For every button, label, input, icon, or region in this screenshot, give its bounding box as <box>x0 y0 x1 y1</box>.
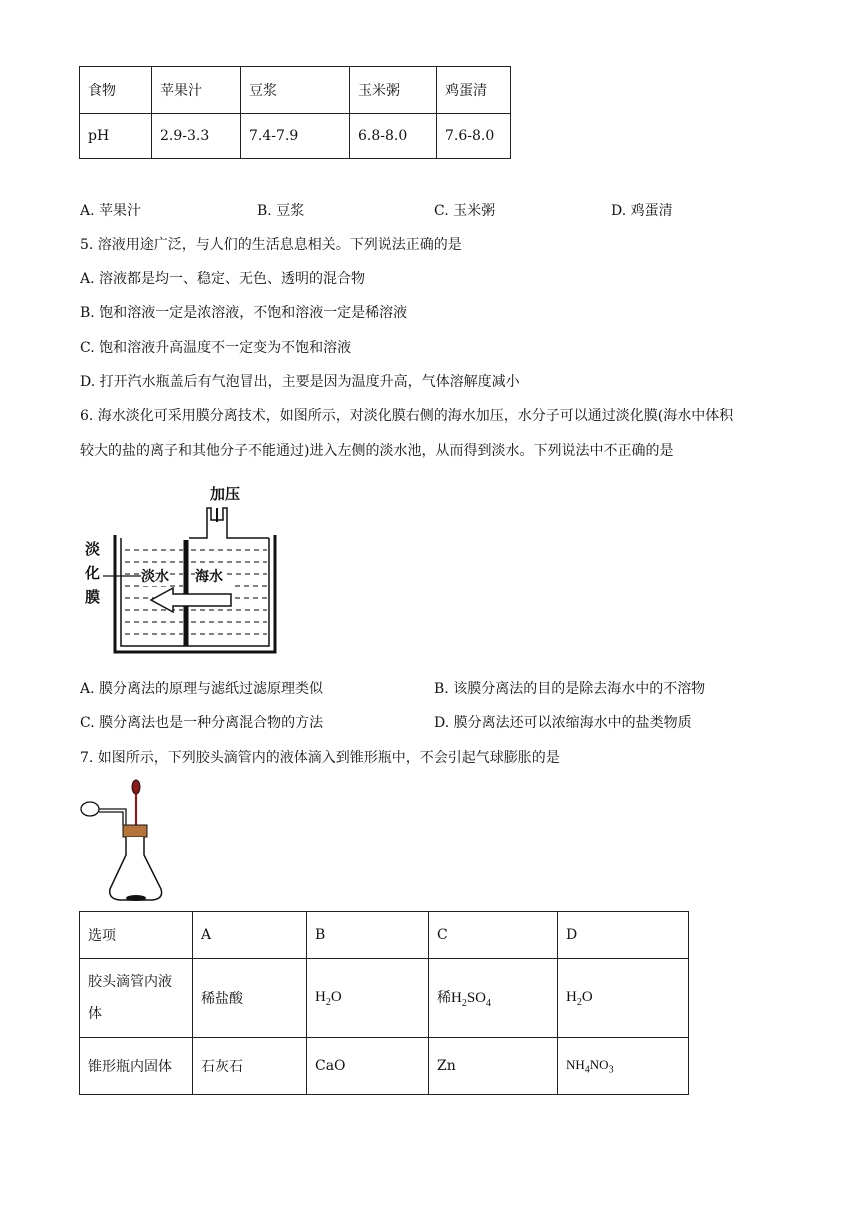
q6-option-d: D. 膜分离法还可以浓缩海水中的盐类物质 <box>434 715 692 731</box>
table-cell: CaO <box>307 1038 429 1095</box>
q4-option-c: C. 玉米粥 <box>434 203 496 219</box>
membrane-label-1: 淡 <box>85 540 101 558</box>
formula-h2o: $H_2O$ <box>315 988 342 1008</box>
table-cell: 6.8-8.0 <box>350 114 437 159</box>
q7-table <box>79 911 689 1095</box>
table-cell: 7.6-8.0 <box>437 114 511 159</box>
q7-table-row-liquid <box>80 959 689 1038</box>
q6-stem-line2: 较大的盐的离子和其他分子不能通过)进入左侧的淡水池，从而得到淡水。下列说法中不正确的是 <box>80 443 674 459</box>
flask-diagram <box>80 777 170 905</box>
table-cell: 锥形瓶内固体 <box>80 1038 193 1095</box>
table-cell: 选项 <box>80 912 193 959</box>
ph-table <box>79 66 511 159</box>
q7-stem: 7. 如图所示，下列胶头滴管内的液体滴入到锥形瓶中，不会引起气球膨胀的是 <box>80 750 560 766</box>
table-cell: 苹果汁 <box>152 67 241 114</box>
q5-option-b: B. 饱和溶液一定是浓溶液，不饱和溶液一定是稀溶液 <box>80 305 408 321</box>
ph-table-header-row <box>80 67 511 114</box>
q6-option-a: A. 膜分离法的原理与滤纸过滤原理类似 <box>80 681 324 697</box>
formula-h2so4: $H_2SO_4$ <box>451 990 492 1009</box>
q4-option-b: B. 豆浆 <box>257 203 305 219</box>
q4-option-a: A. 苹果汁 <box>80 203 142 219</box>
table-cell: 鸡蛋清 <box>437 67 511 114</box>
q6-option-b: B. 该膜分离法的目的是除去海水中的不溶物 <box>434 681 706 697</box>
flask-icon <box>110 837 162 900</box>
fresh-water-label: 淡水 <box>141 566 169 586</box>
q5-stem: 5. 溶液用途广泛，与人们的生活息息相关。下列说法正确的是 <box>80 237 462 253</box>
q7-table-row-solid <box>80 1038 689 1095</box>
q6-option-c: C. 膜分离法也是一种分离混合物的方法 <box>80 715 324 731</box>
table-cell: 稀$H_2SO_4$ <box>429 959 558 1038</box>
q4-option-d: D. 鸡蛋清 <box>611 203 673 219</box>
desalination-diagram <box>85 480 285 660</box>
table-cell: pH <box>80 114 152 159</box>
desalination-figure <box>85 480 285 660</box>
table-cell <box>307 959 429 1038</box>
table-cell: 玉米粥 <box>350 67 437 114</box>
row-label-line1: 胶头滴管内液 <box>88 974 172 990</box>
table-cell: D <box>558 912 689 959</box>
membrane-label-3: 膜 <box>85 588 101 606</box>
formula-h2o: $H_2O$ <box>566 988 593 1008</box>
table-cell: 食物 <box>80 67 152 114</box>
stopper-icon <box>123 825 147 837</box>
ph-table-value-row <box>80 114 511 159</box>
table-cell <box>80 959 193 1038</box>
membrane-label-2: 化 <box>85 564 101 582</box>
table-cell: 石灰石 <box>193 1038 307 1095</box>
formula-nh4no3: $NH_4NO_3$ <box>566 1056 614 1076</box>
pressure-label: 加压 <box>210 485 241 503</box>
dropper-bulb-icon <box>132 780 140 794</box>
row-label-line2: 体 <box>88 1006 102 1022</box>
table-cell <box>558 959 689 1038</box>
q7-table-header-row <box>80 912 689 959</box>
flask-figure <box>80 777 170 905</box>
table-cell: 豆浆 <box>241 67 350 114</box>
table-cell: 2.9-3.3 <box>152 114 241 159</box>
q6-stem-line1: 6. 海水淡化可采用膜分离技术，如图所示，对淡化膜右侧的海水加压，水分子可以通过淡化膜(海水中体积 <box>80 408 734 424</box>
balloon-icon <box>81 802 99 816</box>
table-cell: 稀盐酸 <box>193 959 307 1038</box>
table-cell <box>558 1038 689 1095</box>
q5-option-a: A. 溶液都是均一、稳定、无色、透明的混合物 <box>80 271 366 287</box>
table-cell: Zn <box>429 1038 558 1095</box>
table-cell: B <box>307 912 429 959</box>
sea-water-label: 海水 <box>195 566 223 586</box>
q5-option-d: D. 打开汽水瓶盖后有气泡冒出，主要是因为温度升高，气体溶解度减小 <box>80 374 520 390</box>
table-cell: A <box>193 912 307 959</box>
q5-option-c: C. 饱和溶液升高温度不一定变为不饱和溶液 <box>80 340 352 356</box>
table-cell: C <box>429 912 558 959</box>
table-cell: 7.4-7.9 <box>241 114 350 159</box>
